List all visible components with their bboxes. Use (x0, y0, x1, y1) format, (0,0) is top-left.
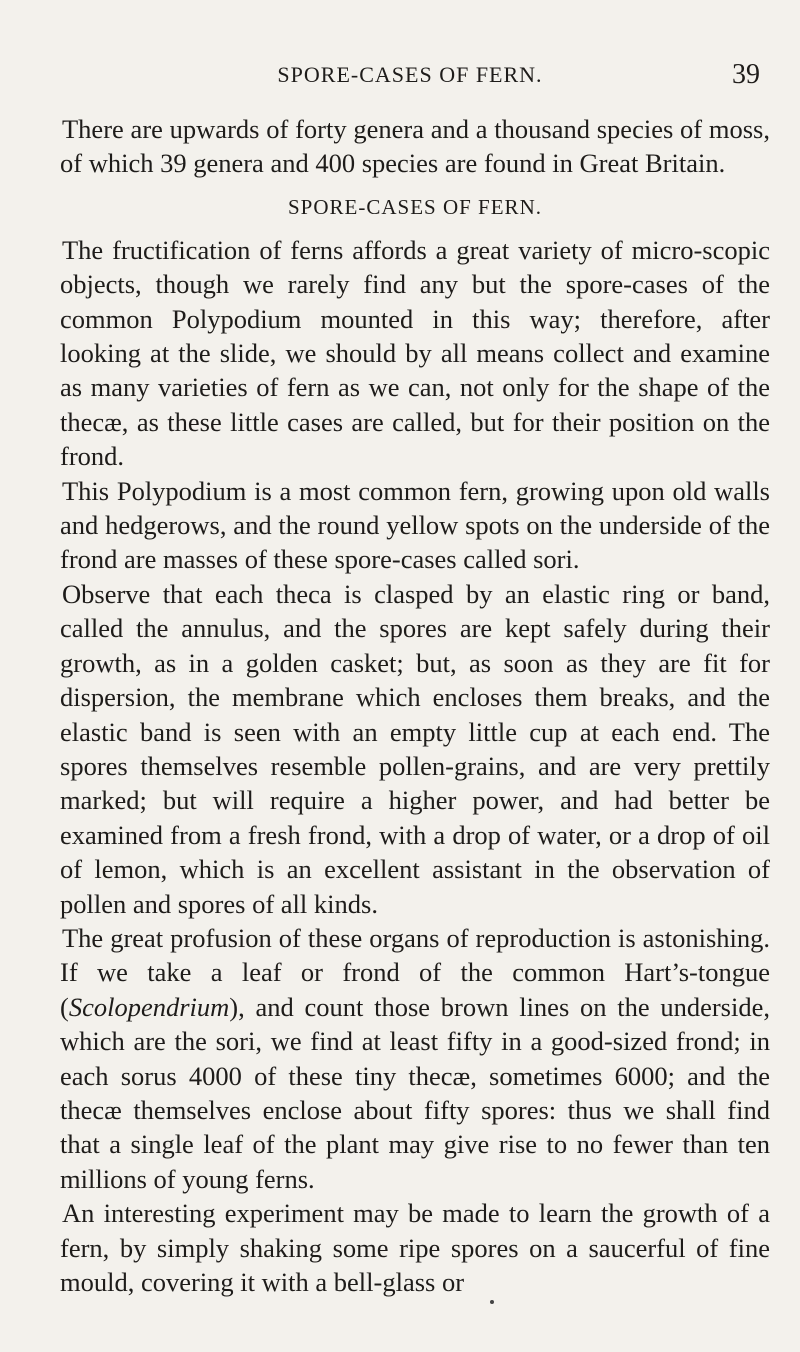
body-text (60, 112, 770, 1299)
scolopendrium-term: Scolopendrium (68, 991, 230, 1022)
paragraph-polypodium: This Polypodium is a most common fern, growing upon old walls and hedgerows, and the round yellow spots on the underside of the frond are masses of these spore-cases called sori. (60, 475, 770, 575)
paragraph-fructification: The fructification of ferns affords a great variety of micro-scopic objects, though we rarely find any but the spore-cases of the common Polypodium mounted in this way; therefore, after looking at the slide, we should by all means collect and examine as many varieties of fern as we can, not only for the shape of the thecæ, as these little cases are called, but for their position on the frond. (60, 234, 770, 472)
page-speck (490, 1300, 494, 1304)
running-head (60, 58, 760, 92)
intro-paragraph: There are upwards of forty genera and a thousand species of moss, of which 39 genera and 400 species are found in Great Britain. (60, 114, 770, 179)
section-heading: SPORE-CASES OF FERN. (288, 194, 542, 219)
paragraph-profusion-start: The great profusion of these organs of reproduction is astonishing. If we take a leaf or frond of the common Hart’s-tongue ( (60, 922, 770, 1022)
page-number: 39 (732, 59, 760, 90)
paragraph-profusion (60, 921, 770, 1196)
running-title: SPORE-CASES OF FERN. (277, 62, 543, 87)
paragraph-theca: Observe that each theca is clasped by an elastic ring or band, called the annulus, and the spores are kept safely during their growth, as in a golden casket; but, as soon as they are fit for dispersion, the membrane which encloses them breaks, and the elastic band is seen with an empty little cup at each end. The spores themselves resemble pollen-grains, and are very prettily marked; but will require a higher power, and had better be examined from a fresh frond, with a drop of water, or a drop of oil of lemon, which is an excellent assistant in the observation of pollen and spores of all kinds. (60, 578, 770, 919)
paragraph-profusion-end: ), and count those brown lines on the underside, which are the sori, we find at least fifty in a good-sized frond; in each sorus 4000 of these tiny thecæ, sometimes 6000; and the thecæ themselves enclose about fifty spores: thus we shall find that a single leaf of the plant may give rise to no fewer than ten millions of young ferns. (60, 991, 770, 1194)
paragraph-experiment: An interesting experiment may be made to learn the growth of a fern, by simply shaking some ripe spores on a saucerful of fine mould, covering it with a bell-glass or (60, 1198, 770, 1297)
